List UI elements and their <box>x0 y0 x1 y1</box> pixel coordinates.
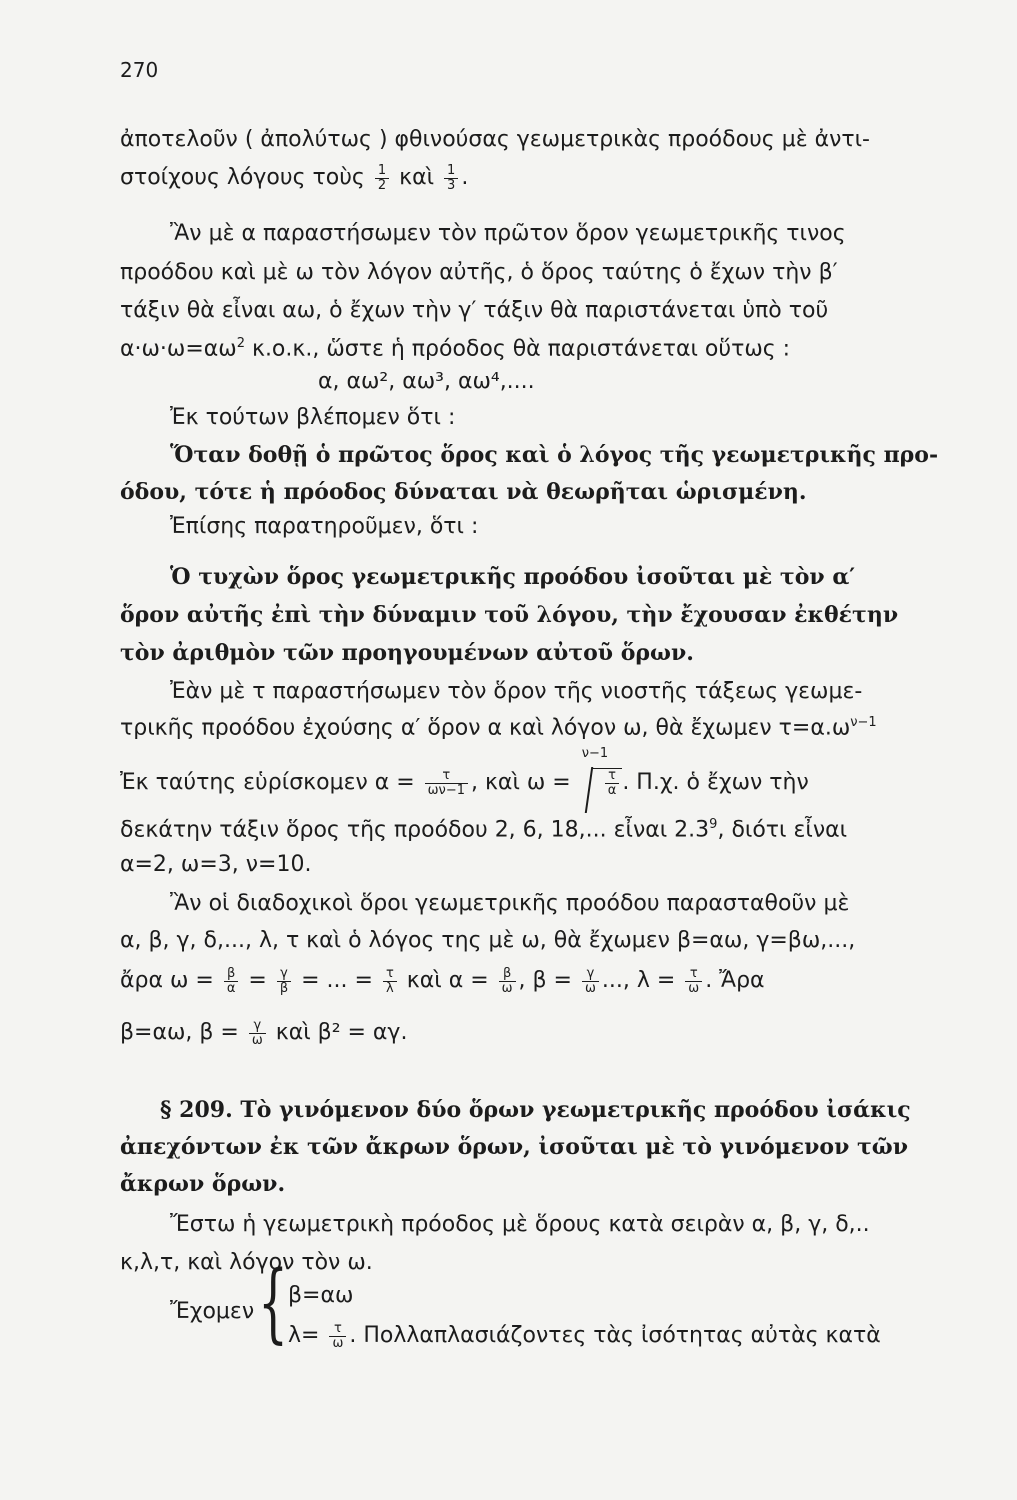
numerator: 1 <box>375 164 389 179</box>
denominator: β <box>279 980 289 996</box>
numerator: γ <box>277 967 291 982</box>
denominator: ω <box>332 1335 344 1351</box>
text-segment: , διότι εἶναι <box>717 817 848 843</box>
fraction <box>277 967 291 995</box>
text-line: α, αω², αω³, αω⁴,.... <box>318 369 535 394</box>
exponent: 9 <box>709 817 718 832</box>
text-line: τάξιν θὰ εἶναι αω, ὁ ἔχων τὴν γ′ τάξιν θὰ παριστάνεται ὑπὸ τοῦ <box>120 298 829 323</box>
text-segment: β=αω, β = <box>120 1020 239 1046</box>
text-line: Ἂν οἱ διαδοχικοὶ ὅροι γεωμετρικῆς προόδου παρασταθοῦν μὲ <box>170 891 850 916</box>
text-segment: , β = <box>518 968 572 994</box>
fraction <box>329 1322 346 1350</box>
formula-line <box>288 1322 881 1350</box>
numerator: β <box>499 967 516 982</box>
text-segment: τρικῆς προόδου ἐχούσης α′ ὅρον α καὶ λόγον ω, θὰ ἔχωμεν τ=α.ω <box>120 715 851 741</box>
denominator: α <box>607 782 617 798</box>
denominator: α <box>226 980 236 996</box>
numerator: τ <box>329 1322 346 1337</box>
text-segment: καὶ α = <box>406 968 489 994</box>
text-segment: Ἐκ ταύτης εὑρίσκομεν α = <box>120 770 415 796</box>
text-segment: δεκάτην τάξιν ὅρος τῆς προόδου 2, 6, 18,... εἶναι 2.3 <box>120 817 710 843</box>
fraction <box>499 967 516 995</box>
fraction <box>582 967 599 995</box>
section-heading: § 209. Τὸ γινόμενον δύο ὅρων γεωμετρικῆς προόδου ἰσάκις <box>160 1097 911 1123</box>
numerator: τ <box>685 967 702 982</box>
text-segment: καὶ β² = αγ. <box>275 1020 408 1046</box>
bold-statement: Ὁ τυχὼν ὅρος γεωμετρικῆς προόδου ἰσοῦται μὲ τὸν α′ <box>170 564 856 590</box>
numerator: τ <box>605 769 620 784</box>
text-segment: α·ω·ω=αω <box>120 336 237 362</box>
radical <box>581 746 623 798</box>
denominator: ων−1 <box>427 782 465 798</box>
denominator: ω <box>501 980 513 996</box>
fraction <box>224 967 239 995</box>
text-line <box>120 818 847 843</box>
text-segment: = ... = <box>301 968 373 994</box>
text-segment: στοίχους λόγους τοὺς <box>120 165 365 191</box>
denominator: ω <box>688 980 700 996</box>
text-segment: ἄρα ω = <box>120 968 214 994</box>
exponent: 2 <box>236 336 245 351</box>
text-line: Ἐκ τούτων βλέπομεν ὅτι : <box>170 405 456 430</box>
text-line: Ἔχομεν <box>170 1299 255 1324</box>
text-line: κ,λ,τ, καὶ λόγον τὸν ω. <box>120 1250 373 1275</box>
text-line: Ἂν μὲ α παραστήσωμεν τὸν πρῶτον ὅρον γεωμετρικῆς τινος <box>170 221 846 246</box>
text-segment: . Π.χ. ὁ ἔχων τὴν <box>622 770 809 796</box>
text-segment: . Πολλαπλασιάζοντες τὰς ἰσότητας αὐτὰς κατὰ <box>349 1323 881 1349</box>
exponent: ν−1 <box>850 715 877 730</box>
denominator: λ <box>386 980 394 996</box>
denominator: ω <box>584 980 596 996</box>
section-heading: ἄκρων ὅρων. <box>120 1171 286 1197</box>
numerator: 1 <box>444 164 458 179</box>
text-line: α=2, ω=3, ν=10. <box>120 852 312 877</box>
bold-statement: όδου, τότε ἡ πρόοδος δύναται νὰ θεωρῆται ὡρισμένη. <box>120 479 807 505</box>
fraction <box>375 164 389 192</box>
text-segment: , καὶ ω = <box>470 770 571 796</box>
text-line: στοίχους λόγους τοὺς $\frac{1}{2}$ καὶ $\frac{1}{3}$ . <box>120 163 469 193</box>
text-line <box>120 337 790 362</box>
text-segment: λ= <box>288 1323 320 1349</box>
numerator: τ <box>425 769 468 784</box>
formula-line <box>120 1019 407 1047</box>
text-segment: . Ἄρα <box>705 968 765 994</box>
text-line: α, β, γ, δ,..., λ, τ καὶ ὁ λόγος της μὲ ω, θὰ ἔχωμεν β=αω, γ=βω,..., <box>120 928 856 953</box>
fraction <box>444 164 458 192</box>
bold-statement: ὅρον αὐτῆς ἐπὶ τὴν δύναμιν τοῦ λόγου, τὴν ἔχουσαν ἐκθέτην <box>120 602 899 628</box>
formula-line <box>120 967 765 995</box>
denominator: 2 <box>377 177 387 193</box>
bold-statement: τὸν ἀριθμὸν τῶν προηγουμένων αὐτοῦ ὅρων. <box>120 640 694 666</box>
text-segment: ..., λ = <box>601 968 676 994</box>
fraction <box>383 967 397 995</box>
text-line: προόδου καὶ μὲ ω τὸν λόγον αὐτῆς, ὁ ὅρος ταύτης ὁ ἔχων τὴν β′ <box>120 260 838 285</box>
fraction <box>249 1019 266 1047</box>
text-line: β=αω <box>288 1283 354 1308</box>
denominator: ω <box>251 1032 263 1048</box>
root-index: ν−1 <box>581 746 609 761</box>
numerator: β <box>224 967 239 982</box>
numerator: γ <box>249 1019 266 1034</box>
numerator: τ <box>383 967 397 982</box>
fraction <box>685 967 702 995</box>
numerator: γ <box>582 967 599 982</box>
left-brace: { <box>258 1253 289 1353</box>
section-heading: ἀπεχόντων ἐκ τῶν ἄκρων ὅρων, ἰσοῦται μὲ τὸ γινόμενον τῶν <box>120 1134 909 1160</box>
bold-statement: Ὅταν δοθῇ ὁ πρῶτος ὅρος καὶ ὁ λόγος τῆς γεωμετρικῆς προ- <box>170 442 939 468</box>
text-line <box>120 716 877 741</box>
text-line: Ἐὰν μὲ τ παραστήσωμεν τὸν ὅρον τῆς νιοστῆς τάξεως γεωμε- <box>170 679 863 704</box>
text-segment: κ.ο.κ., ὥστε ἡ πρόοδος θὰ παριστάνεται οὕτως : <box>244 336 791 362</box>
text-line: Ἔστω ἡ γεωμετρικὴ πρόοδος μὲ ὅρους κατὰ σειρὰν α, β, γ, δ,.. <box>170 1212 870 1237</box>
text-segment: καὶ <box>399 165 435 191</box>
fraction <box>605 769 620 797</box>
denominator: 3 <box>447 177 456 193</box>
formula-line <box>120 746 809 798</box>
text-line: ἀποτελοῦν ( ἀπολύτως ) φθινούσας γεωμετρικὰς προόδους μὲ ἀντι- <box>120 127 870 152</box>
text-segment: = <box>248 968 267 994</box>
fraction <box>425 769 468 797</box>
page-number: 270 <box>120 58 159 82</box>
text-line: Ἐπίσης παρατηροῦμεν, ὅτι : <box>170 514 479 539</box>
